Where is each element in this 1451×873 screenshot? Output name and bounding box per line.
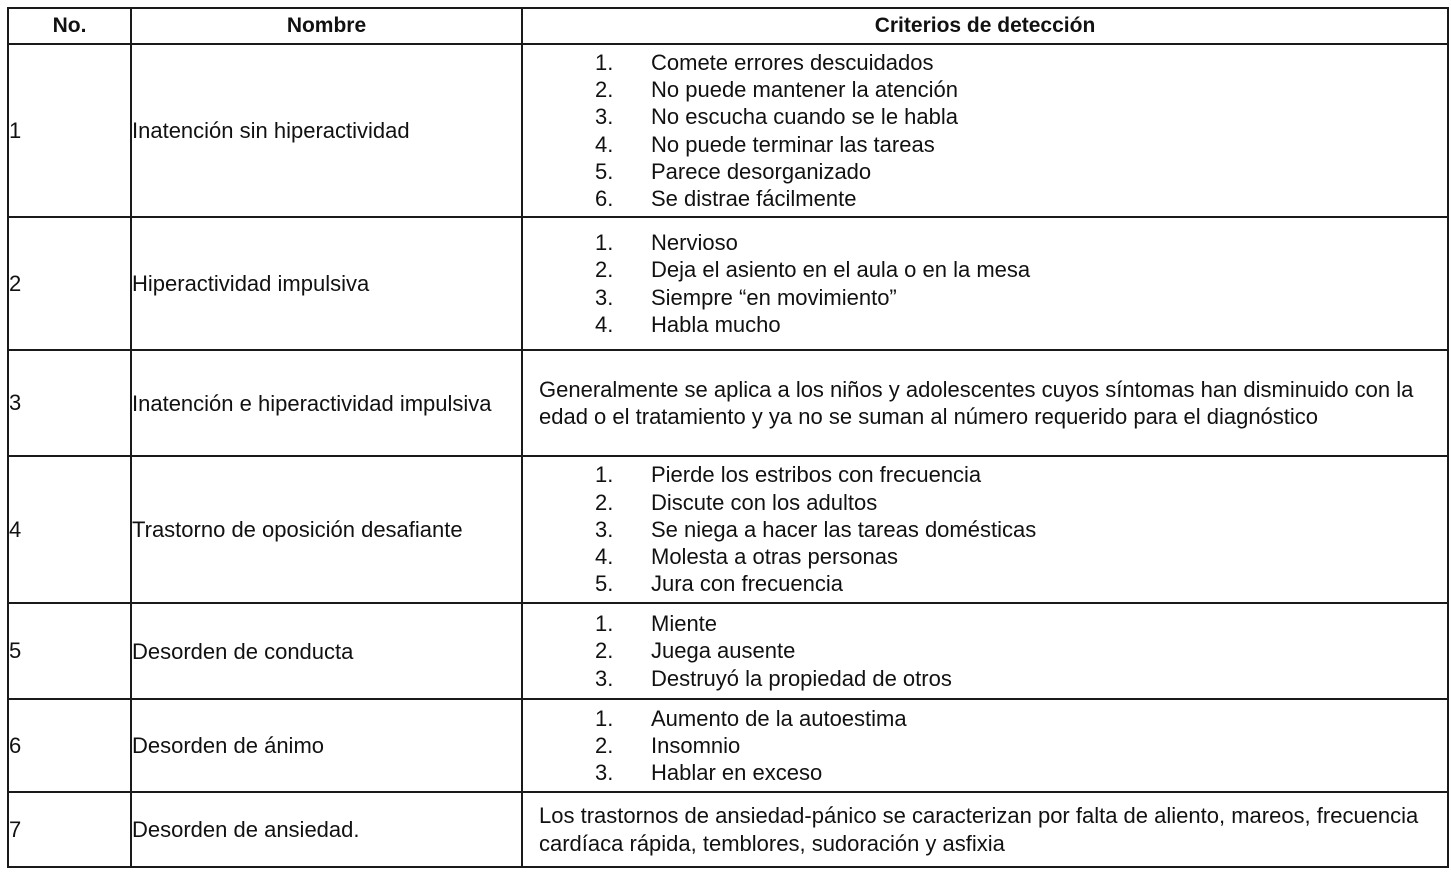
- item-text: Se niega a hacer las tareas domésticas: [651, 516, 1037, 542]
- list-item: [595, 543, 1447, 570]
- list-item: [595, 489, 1447, 516]
- item-number: 2.: [595, 638, 614, 664]
- criteria-list: [523, 229, 1447, 338]
- row-name: Inatención sin hiperactividad: [131, 44, 522, 217]
- row-criteria: [522, 603, 1448, 699]
- list-item: [595, 461, 1447, 488]
- item-text: Jura con frecuencia: [651, 571, 843, 597]
- row-criteria: [522, 456, 1448, 603]
- header-row: [8, 8, 1448, 44]
- item-text: Molesta a otras personas: [651, 544, 899, 570]
- list-item: [595, 311, 1447, 338]
- row-number: 3: [8, 350, 131, 456]
- item-text: Hablar en exceso: [651, 760, 823, 786]
- item-number: 2.: [595, 489, 614, 515]
- item-text: Miente: [651, 611, 718, 637]
- table-row: [8, 699, 1448, 792]
- item-text: Nervioso: [651, 230, 738, 256]
- table-row: [8, 350, 1448, 456]
- row-name: Desorden de conducta: [131, 603, 522, 699]
- item-text: Parece desorganizado: [651, 158, 872, 184]
- criteria-list: [523, 705, 1447, 787]
- row-criteria: [522, 350, 1448, 456]
- table-row: [8, 603, 1448, 699]
- table-row: [8, 44, 1448, 217]
- header-name: Nombre: [131, 8, 522, 44]
- row-name: Hiperactividad impulsiva: [131, 217, 522, 350]
- criteria-paragraph: Generalmente se aplica a los niños y adolescentes cuyos síntomas han disminuido con la edad o el tratamiento y ya no se suman al número requerido para el diagnóstico: [539, 376, 1414, 429]
- item-text: Deja el asiento en el aula o en la mesa: [651, 257, 1031, 283]
- row-number: 1: [8, 44, 131, 217]
- item-text: Juega ausente: [651, 638, 796, 664]
- item-number: 3.: [595, 665, 614, 691]
- list-item: [595, 256, 1447, 283]
- item-text: Se distrae fácilmente: [651, 185, 857, 211]
- item-number: 1.: [595, 611, 614, 637]
- header-criteria: Criterios de detección: [522, 8, 1448, 44]
- list-item: [595, 516, 1447, 543]
- header-no: No.: [8, 8, 131, 44]
- list-item: [595, 705, 1447, 732]
- list-item: [595, 637, 1447, 664]
- table-row: [8, 792, 1448, 867]
- item-text: No escucha cuando se le habla: [651, 104, 958, 130]
- item-number: 1.: [595, 49, 614, 75]
- row-name: Inatención e hiperactividad impulsiva: [131, 350, 522, 456]
- item-text: Insomnio: [651, 732, 741, 758]
- item-text: Pierde los estribos con frecuencia: [651, 462, 982, 488]
- list-item: [595, 103, 1447, 130]
- item-number: 4.: [595, 311, 614, 337]
- item-number: 2.: [595, 257, 614, 283]
- criteria-table: [7, 7, 1449, 868]
- item-number: 3.: [595, 760, 614, 786]
- item-number: 1.: [595, 230, 614, 256]
- item-text: Habla mucho: [651, 311, 781, 337]
- row-criteria: [522, 792, 1448, 867]
- list-item: [595, 284, 1447, 311]
- item-number: 4.: [595, 131, 614, 157]
- criteria-list: [523, 610, 1447, 692]
- item-text: Aumento de la autoestima: [651, 705, 907, 731]
- list-item: [595, 76, 1447, 103]
- row-criteria: [522, 217, 1448, 350]
- item-text: No puede terminar las tareas: [651, 131, 935, 157]
- list-item: [595, 732, 1447, 759]
- row-number: 2: [8, 217, 131, 350]
- row-number: 7: [8, 792, 131, 867]
- table-row: [8, 456, 1448, 603]
- item-text: Destruyó la propiedad de otros: [651, 665, 952, 691]
- list-item: [595, 610, 1447, 637]
- list-item: [595, 570, 1447, 597]
- item-number: 3.: [595, 284, 614, 310]
- item-number: 2.: [595, 77, 614, 103]
- list-item: [595, 229, 1447, 256]
- list-item: [595, 158, 1447, 185]
- item-number: 6.: [595, 185, 614, 211]
- row-name: Trastorno de oposición desafiante: [131, 456, 522, 603]
- row-criteria: [522, 699, 1448, 792]
- criteria-list: [523, 49, 1447, 212]
- row-number: 5: [8, 603, 131, 699]
- item-number: 4.: [595, 544, 614, 570]
- list-item: [595, 185, 1447, 212]
- item-number: 3.: [595, 516, 614, 542]
- item-text: Comete errores descuidados: [651, 49, 934, 75]
- list-item: [595, 131, 1447, 158]
- row-name: Desorden de ansiedad.: [131, 792, 522, 867]
- item-number: 3.: [595, 104, 614, 130]
- row-number: 4: [8, 456, 131, 603]
- list-item: [595, 759, 1447, 786]
- item-number: 1.: [595, 462, 614, 488]
- item-number: 5.: [595, 571, 614, 597]
- item-text: Discute con los adultos: [651, 489, 878, 515]
- item-number: 2.: [595, 732, 614, 758]
- item-text: No puede mantener la atención: [651, 77, 958, 103]
- item-text: Siempre “en movimiento”: [651, 284, 897, 310]
- list-item: [595, 665, 1447, 692]
- criteria-list: [523, 461, 1447, 597]
- row-name: Desorden de ánimo: [131, 699, 522, 792]
- item-number: 5.: [595, 158, 614, 184]
- list-item: [595, 49, 1447, 76]
- criteria-paragraph: Los trastornos de ansiedad-pánico se caracterizan por falta de aliento, mareos, frecuencia cardíaca rápida, temblores, sudoración y asfixia: [539, 803, 1419, 856]
- item-number: 1.: [595, 705, 614, 731]
- row-criteria: [522, 44, 1448, 217]
- table-row: [8, 217, 1448, 350]
- row-number: 6: [8, 699, 131, 792]
